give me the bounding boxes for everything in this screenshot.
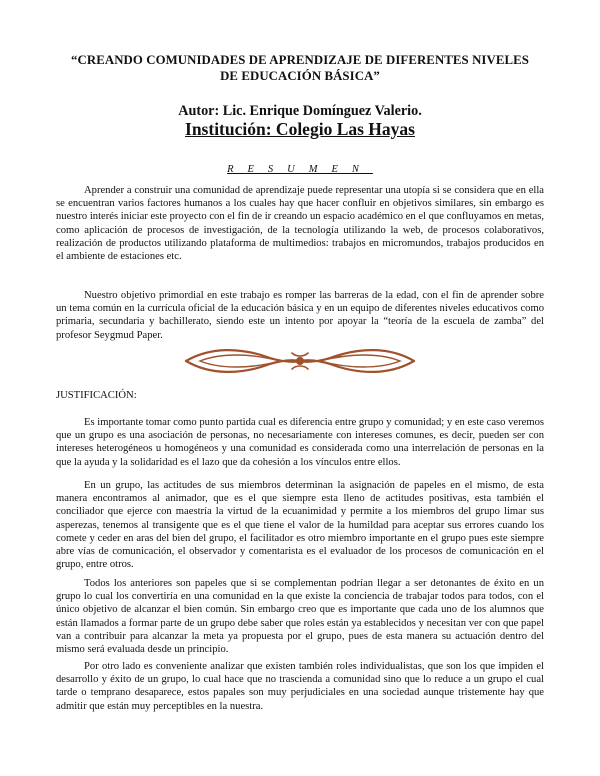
section-paragraph-3: Todos los anteriores son papeles que si se complementan podrían llegar a ser detonantes de éxito en un grupo lo cual los convertiría en una comunidad en la que existe la conciencia de trabajar todos para todos, con el único objetivo de alcanzar el bien común. Sin embargo creo que es importante que cada uno de los alumnos que están llamados a formar parte de un grupo debe saber que roles están ya establecidos y necesitan ver con que papel van a contribuir para alcanzar la meta ya propuesta por el grupo, pues de esta manera su actuación dentro del mismo será evaluada desde un principio.	[56, 578, 544, 656]
title-line-2: DE EDUCACIÓN BÁSICA”	[220, 69, 380, 83]
abstract-heading: RESUMEN	[227, 164, 373, 175]
document-title	[50, 52, 550, 84]
section-heading: JUSTIFICACIÓN:	[56, 390, 137, 401]
section-paragraph-2: En un grupo, las actitudes de sus miembros determinan la asignación de papeles en el mismo, de esta manera encontramos al animador, que es el que siempre esta lleno de actitudes positivas, esta también el conciliador que ejerce con maestría la virtud de la ecuanimidad y permite a los miembros del grupo limar sus asperezas, tenemos al transigente que es el que tiene el valor de la humildad para aceptar sus errores cuando los comete y ceder en aras del bien del grupo, el facilitador es otro miembro importante en el grupo pues este siempre abre vías de comunicación, el observador y comentarista es el evaluador de los procesos de comunicación en el grupo, entre otros.	[56, 480, 544, 571]
title-line-1: “CREANDO COMUNIDADES DE APRENDIZAJE DE DIFERENTES NIVELES	[71, 53, 529, 67]
scroll-ornament-icon	[180, 343, 420, 379]
institution-text: Institución: Colegio Las Hayas	[185, 119, 415, 139]
author-line: Autor: Lic. Enrique Domínguez Valerio.	[178, 103, 422, 119]
section-paragraph-4: Por otro lado es conveniente analizar que existen también roles individualistas, que son los que impiden el desarrollo y éxito de un grupo, lo cual hace que no trascienda a comunidad sino que lo reduce a un grupo el cual tarde o temprano desaparece, estos papales son muy perjudiciales en una sociedad aunque tristemente hay que admitir que están muy perceptibles en la nuestra.	[56, 661, 544, 712]
abstract-paragraph-1: Aprender a construir una comunidad de aprendizaje puede representar una utopía si se considera que en ella se encuentran varios factores humanos a los cuales hay que hacer confluir en objetivos similares, sin embargo es nuestro interés iniciar este proyecto con el fin de ir creando un espacio académico en el que confluyamos en metas, como aplicación de procesos de investigación, de la tecnología utilizando la web, de procesos colaborativos, realización de productos utilizando plataforma de multimedios: trabajos en micromundos, trabajos producidos en el ambiente de estaciones etc.	[56, 185, 544, 263]
section-paragraph-1: Es importante tomar como punto partida cual es diferencia entre grupo y comunidad; y en este caso veremos que un grupo es una asociación de personas, no necesariamente con intereses comunes, es decir, pueden ser con intereses heterogéneos u homogéneos y una comunidad es considerada como una interrelación de personas en la que la ayuda y la solidaridad es el lazo que da cohesión a los vínculos entre ellos.	[56, 417, 544, 468]
institution-line	[50, 119, 550, 139]
abstract-paragraph-2: Nuestro objetivo primordial en este trabajo es romper las barreras de la edad, con el fin de aprender sobre un tema común en la currícula oficial de la educación básica y en un equipo de diferentes niveles educativos como primaria, secundaria y bachillerato, siendo este un intento por apoyar la “teoría de la escuela de zamba” del profesor Seygmud Paper.	[56, 290, 544, 341]
